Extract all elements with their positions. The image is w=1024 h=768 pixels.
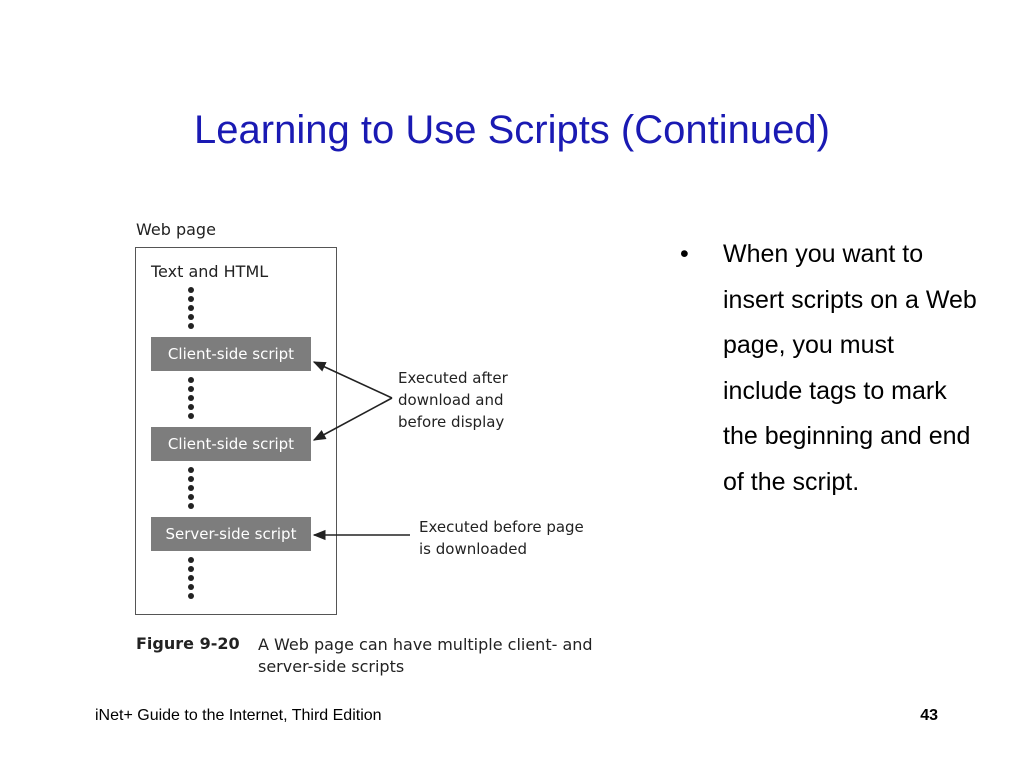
client-side-script-box-2: Client-side script (151, 427, 311, 461)
arrow-to-client-script-1 (314, 362, 392, 398)
slide-title: Learning to Use Scripts (Continued) (194, 108, 830, 152)
client-side-script-box-1: Client-side script (151, 337, 311, 371)
bullet-item (680, 232, 980, 505)
bullet-icon: • (680, 240, 689, 268)
web-page-label: Web page (136, 220, 216, 239)
footer-book-title: iNet+ Guide to the Internet, Third Edition (95, 707, 382, 724)
bullet-list (680, 232, 980, 505)
text-html-label: Text and HTML (151, 262, 269, 281)
bullet-text: When you want to insert scripts on a Web page, you must include tags to mark the beginning and end of the script. (723, 240, 977, 496)
server-side-script-box: Server-side script (151, 517, 311, 551)
client-script-annotation: Executed after download and before display (398, 369, 508, 431)
arrow-to-client-script-2 (314, 398, 392, 440)
figure-number: Figure 9-20 (136, 634, 240, 653)
figure-caption-text: A Web page can have multiple client- and server-side scripts (258, 635, 593, 676)
server-script-annotation: Executed before page is downloaded (419, 518, 584, 558)
page-number: 43 (920, 707, 938, 724)
